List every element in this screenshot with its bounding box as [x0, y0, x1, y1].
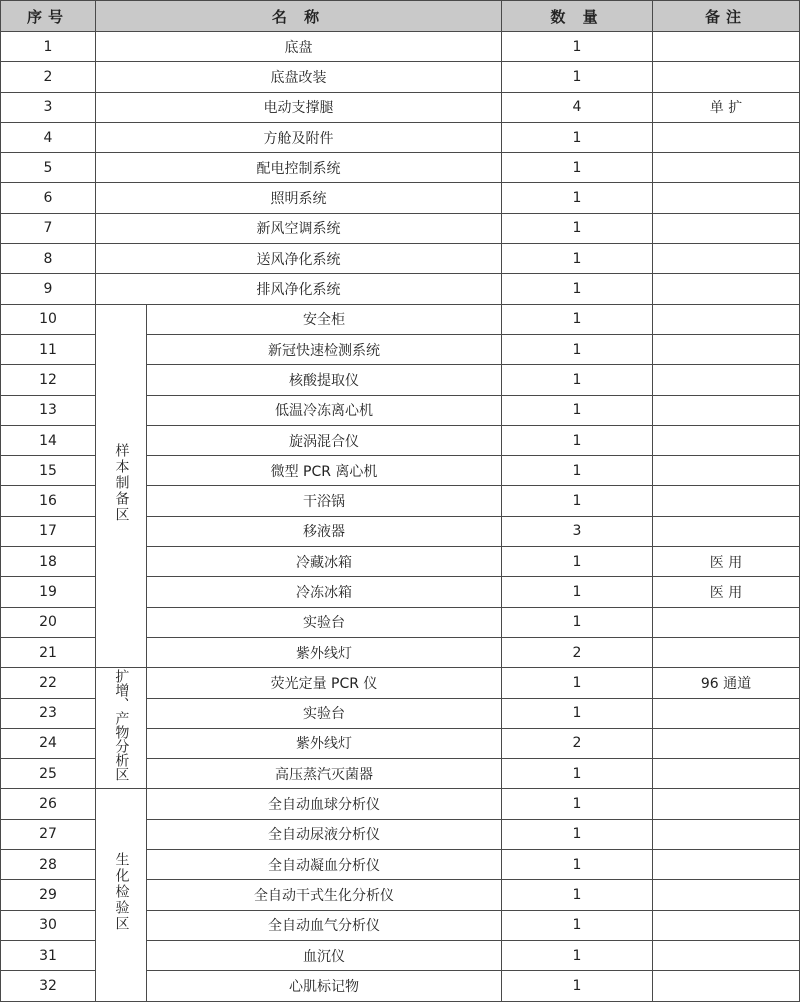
- zone-biochem: [96, 789, 147, 1001]
- row-note: [653, 456, 800, 486]
- row-note: [653, 698, 800, 728]
- row-name: 新冠快速检测系统: [147, 334, 502, 364]
- row-name: 荧光定量 PCR 仪: [147, 668, 502, 698]
- row-qty: 1: [502, 425, 653, 455]
- row-note: [653, 819, 800, 849]
- row-note: [653, 32, 800, 62]
- row-note: [653, 940, 800, 970]
- row-name: 方舱及附件: [96, 122, 502, 152]
- row-no: 11: [1, 334, 96, 364]
- table-row: [1, 668, 800, 698]
- row-qty: 1: [502, 971, 653, 1001]
- row-no: 2: [1, 62, 96, 92]
- row-name: 心肌标记物: [147, 971, 502, 1001]
- row-note: [653, 395, 800, 425]
- row-name: 紫外线灯: [147, 728, 502, 758]
- row-no: 14: [1, 425, 96, 455]
- row-no: 25: [1, 759, 96, 789]
- table-row: [1, 304, 800, 334]
- row-note: [653, 153, 800, 183]
- zone-sample-label: 样本制备区: [113, 443, 130, 523]
- table-header: [1, 1, 800, 32]
- row-qty: 1: [502, 334, 653, 364]
- row-note: [653, 183, 800, 213]
- row-no: 6: [1, 183, 96, 213]
- row-qty: 1: [502, 274, 653, 304]
- row-note: [653, 425, 800, 455]
- row-note: [653, 244, 800, 274]
- row-qty: 1: [502, 365, 653, 395]
- row-note: 医 用: [653, 547, 800, 577]
- row-note: [653, 759, 800, 789]
- row-name: 微型 PCR 离心机: [147, 456, 502, 486]
- row-name: 干浴锅: [147, 486, 502, 516]
- row-qty: 1: [502, 789, 653, 819]
- row-note: [653, 607, 800, 637]
- row-name: 高压蒸汽灭菌器: [147, 759, 502, 789]
- row-name: 核酸提取仪: [147, 365, 502, 395]
- row-no: 15: [1, 456, 96, 486]
- table-row: [1, 153, 800, 183]
- row-note: [653, 486, 800, 516]
- row-qty: 1: [502, 153, 653, 183]
- row-qty: 1: [502, 62, 653, 92]
- row-qty: 1: [502, 577, 653, 607]
- row-no: 21: [1, 637, 96, 667]
- table-row: [1, 62, 800, 92]
- row-no: 30: [1, 910, 96, 940]
- zone-biochem-label: 生化检验区: [113, 852, 130, 933]
- row-no: 29: [1, 880, 96, 910]
- row-qty: 1: [502, 880, 653, 910]
- row-name: 送风净化系统: [96, 244, 502, 274]
- table-body: [1, 32, 800, 1002]
- row-no: 1: [1, 32, 96, 62]
- row-name: 配电控制系统: [96, 153, 502, 183]
- row-no: 20: [1, 607, 96, 637]
- row-no: 5: [1, 153, 96, 183]
- row-name: 冷藏冰箱: [147, 547, 502, 577]
- table-row: [1, 244, 800, 274]
- row-name: 底盘改装: [96, 62, 502, 92]
- table-row: [1, 274, 800, 304]
- row-name: 底盘: [96, 32, 502, 62]
- row-qty: 1: [502, 304, 653, 334]
- row-qty: 1: [502, 910, 653, 940]
- row-no: 27: [1, 819, 96, 849]
- row-qty: 1: [502, 850, 653, 880]
- row-note: [653, 971, 800, 1001]
- row-qty: 1: [502, 819, 653, 849]
- row-no: 28: [1, 850, 96, 880]
- row-qty: 2: [502, 637, 653, 667]
- zone-sample-prep: [96, 304, 147, 668]
- row-no: 17: [1, 516, 96, 546]
- row-no: 16: [1, 486, 96, 516]
- table-row: [1, 183, 800, 213]
- table-row: [1, 213, 800, 243]
- row-name: 紫外线灯: [147, 637, 502, 667]
- table-row: [1, 92, 800, 122]
- row-name: 全自动凝血分析仪: [147, 850, 502, 880]
- row-qty: 1: [502, 607, 653, 637]
- row-name: 全自动干式生化分析仪: [147, 880, 502, 910]
- row-no: 19: [1, 577, 96, 607]
- row-note: [653, 789, 800, 819]
- row-no: 10: [1, 304, 96, 334]
- row-qty: 1: [502, 122, 653, 152]
- header-note: 备注: [653, 1, 800, 32]
- row-no: 26: [1, 789, 96, 819]
- row-note: [653, 274, 800, 304]
- row-note: [653, 304, 800, 334]
- row-note: [653, 365, 800, 395]
- row-name: 旋涡混合仪: [147, 425, 502, 455]
- row-name: 新风空调系统: [96, 213, 502, 243]
- row-no: 9: [1, 274, 96, 304]
- row-name: 电动支撑腿: [96, 92, 502, 122]
- row-qty: 1: [502, 668, 653, 698]
- row-note: [653, 516, 800, 546]
- row-no: 31: [1, 940, 96, 970]
- row-note: [653, 910, 800, 940]
- row-no: 24: [1, 728, 96, 758]
- row-no: 8: [1, 244, 96, 274]
- header-row: [1, 1, 800, 32]
- row-name: 血沉仪: [147, 940, 502, 970]
- row-note: [653, 637, 800, 667]
- row-qty: 4: [502, 92, 653, 122]
- row-name: 实验台: [147, 698, 502, 728]
- row-note: [653, 728, 800, 758]
- row-qty: 1: [502, 244, 653, 274]
- row-qty: 1: [502, 32, 653, 62]
- row-name: 安全柜: [147, 304, 502, 334]
- row-qty: 1: [502, 486, 653, 516]
- row-no: 22: [1, 668, 96, 698]
- row-qty: 1: [502, 940, 653, 970]
- row-name: 照明系统: [96, 183, 502, 213]
- row-qty: 1: [502, 698, 653, 728]
- header-no: 序号: [1, 1, 96, 32]
- row-no: 23: [1, 698, 96, 728]
- row-note: [653, 880, 800, 910]
- zone-amplification: [96, 668, 147, 789]
- row-note: 96 通道: [653, 668, 800, 698]
- row-name: 低温冷冻离心机: [147, 395, 502, 425]
- row-note: 单 扩: [653, 92, 800, 122]
- table-row: [1, 789, 800, 819]
- table-row: [1, 32, 800, 62]
- row-qty: 1: [502, 547, 653, 577]
- row-name: 冷冻冰箱: [147, 577, 502, 607]
- row-name: 全自动血气分析仪: [147, 910, 502, 940]
- row-qty: 1: [502, 395, 653, 425]
- row-name: 移液器: [147, 516, 502, 546]
- row-note: [653, 62, 800, 92]
- row-no: 32: [1, 971, 96, 1001]
- row-note: [653, 213, 800, 243]
- row-note: [653, 850, 800, 880]
- row-note: [653, 122, 800, 152]
- row-qty: 1: [502, 213, 653, 243]
- row-name: 全自动尿液分析仪: [147, 819, 502, 849]
- row-name: 全自动血球分析仪: [147, 789, 502, 819]
- row-note: [653, 334, 800, 364]
- header-qty: 数 量: [502, 1, 653, 32]
- row-note: 医 用: [653, 577, 800, 607]
- row-qty: 1: [502, 759, 653, 789]
- row-no: 13: [1, 395, 96, 425]
- table-row: [1, 122, 800, 152]
- row-qty: 2: [502, 728, 653, 758]
- header-name: 名 称: [96, 1, 502, 32]
- row-qty: 1: [502, 183, 653, 213]
- row-name: 排风净化系统: [96, 274, 502, 304]
- row-qty: 3: [502, 516, 653, 546]
- row-qty: 1: [502, 456, 653, 486]
- row-no: 7: [1, 213, 96, 243]
- row-name: 实验台: [147, 607, 502, 637]
- row-no: 3: [1, 92, 96, 122]
- row-no: 12: [1, 365, 96, 395]
- row-no: 4: [1, 122, 96, 152]
- zone-amplification-label: 扩增、产物分析区: [113, 669, 130, 782]
- row-no: 18: [1, 547, 96, 577]
